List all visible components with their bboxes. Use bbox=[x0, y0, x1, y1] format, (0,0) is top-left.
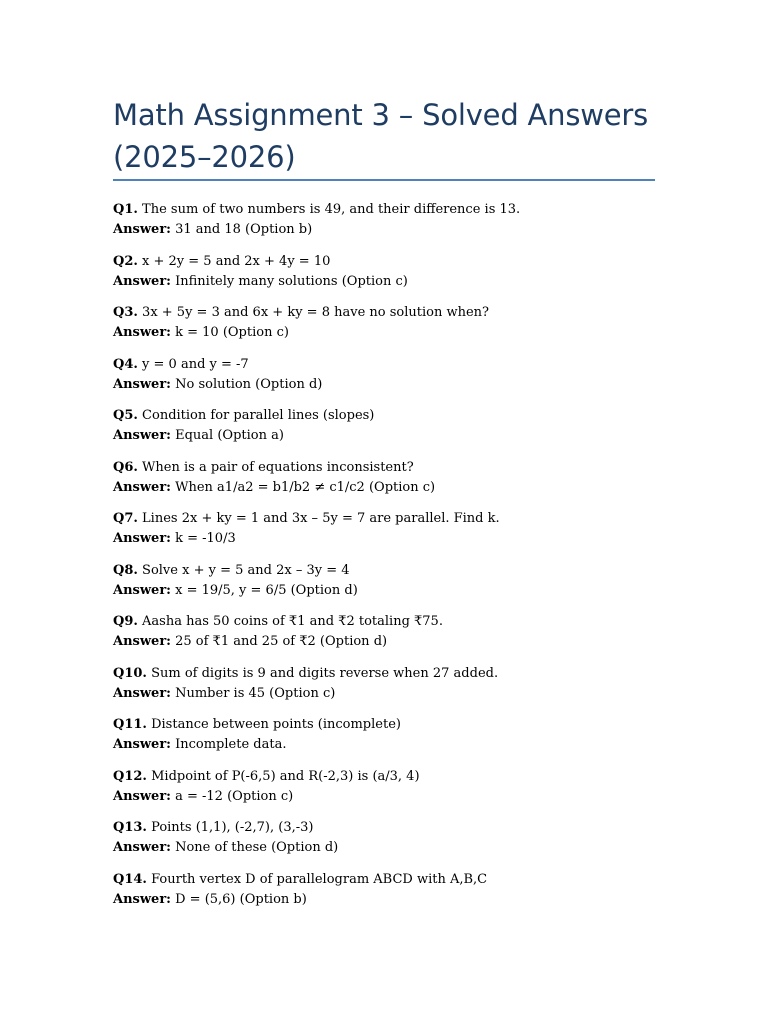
qa-item bbox=[113, 303, 673, 343]
answer-text: 31 and 18 (Option b) bbox=[175, 222, 313, 237]
question-line bbox=[113, 561, 673, 581]
question-text: Distance between points (incomplete) bbox=[151, 717, 401, 732]
answer-label: Answer: bbox=[113, 583, 171, 598]
answer-label: Answer: bbox=[113, 686, 171, 701]
answer-line bbox=[113, 375, 673, 395]
qa-item bbox=[113, 715, 673, 755]
question-label: Q12. bbox=[113, 769, 147, 784]
answer-text: k = -10/3 bbox=[175, 531, 236, 546]
question-label: Q3. bbox=[113, 305, 138, 320]
question-label: Q1. bbox=[113, 202, 138, 217]
answer-text: 25 of ₹1 and 25 of ₹2 (Option d) bbox=[175, 634, 388, 649]
question-line bbox=[113, 870, 673, 890]
qa-item bbox=[113, 200, 673, 240]
answer-line bbox=[113, 529, 673, 549]
question-text: Midpoint of P(-6,5) and R(-2,3) is (a/3, 4) bbox=[151, 769, 420, 784]
answer-line bbox=[113, 684, 673, 704]
question-line bbox=[113, 458, 673, 478]
title-line-1: Math Assignment 3 – Solved Answers bbox=[113, 98, 649, 132]
question-text: y = 0 and y = -7 bbox=[142, 357, 249, 372]
answer-text: k = 10 (Option c) bbox=[175, 325, 289, 340]
qa-item bbox=[113, 612, 673, 652]
qa-item bbox=[113, 355, 673, 395]
answer-line bbox=[113, 632, 673, 652]
answer-line bbox=[113, 838, 673, 858]
answer-text: Infinitely many solutions (Option c) bbox=[175, 274, 408, 289]
qa-item bbox=[113, 664, 673, 704]
title-line-2: (2025–2026) bbox=[113, 140, 296, 174]
answer-label: Answer: bbox=[113, 789, 171, 804]
qa-item bbox=[113, 767, 673, 807]
question-text: x + 2y = 5 and 2x + 4y = 10 bbox=[142, 254, 331, 269]
answer-label: Answer: bbox=[113, 274, 171, 289]
question-line bbox=[113, 664, 673, 684]
question-text: Aasha has 50 coins of ₹1 and ₹2 totaling ₹75. bbox=[142, 614, 443, 629]
answer-line bbox=[113, 478, 673, 498]
answer-text: Number is 45 (Option c) bbox=[175, 686, 336, 701]
question-line bbox=[113, 767, 673, 787]
qa-item bbox=[113, 870, 673, 910]
answer-text: a = -12 (Option c) bbox=[175, 789, 294, 804]
qa-item bbox=[113, 252, 673, 292]
question-label: Q6. bbox=[113, 460, 138, 475]
answer-text: No solution (Option d) bbox=[175, 377, 323, 392]
question-label: Q11. bbox=[113, 717, 147, 732]
question-text: Solve x + y = 5 and 2x – 3y = 4 bbox=[142, 563, 350, 578]
answer-label: Answer: bbox=[113, 325, 171, 340]
answer-label: Answer: bbox=[113, 531, 171, 546]
qa-item bbox=[113, 818, 673, 858]
question-line bbox=[113, 509, 673, 529]
question-line bbox=[113, 818, 673, 838]
question-label: Q14. bbox=[113, 872, 147, 887]
question-text: Condition for parallel lines (slopes) bbox=[142, 408, 375, 423]
answer-label: Answer: bbox=[113, 222, 171, 237]
qa-item bbox=[113, 406, 673, 446]
answer-text: None of these (Option d) bbox=[175, 840, 339, 855]
answer-line bbox=[113, 787, 673, 807]
document-title bbox=[113, 94, 673, 178]
question-text: When is a pair of equations inconsistent? bbox=[142, 460, 414, 475]
answer-line bbox=[113, 735, 673, 755]
question-line bbox=[113, 252, 673, 272]
question-label: Q4. bbox=[113, 357, 138, 372]
answer-line bbox=[113, 323, 673, 343]
question-label: Q7. bbox=[113, 511, 138, 526]
qa-item bbox=[113, 561, 673, 601]
question-label: Q8. bbox=[113, 563, 138, 578]
answer-label: Answer: bbox=[113, 737, 171, 752]
answer-text: Equal (Option a) bbox=[175, 428, 284, 443]
question-line bbox=[113, 715, 673, 735]
question-line bbox=[113, 406, 673, 426]
answer-label: Answer: bbox=[113, 634, 171, 649]
answer-line bbox=[113, 220, 673, 240]
answer-line bbox=[113, 890, 673, 910]
question-line bbox=[113, 612, 673, 632]
answer-text: Incomplete data. bbox=[175, 737, 287, 752]
answer-line bbox=[113, 581, 673, 601]
question-label: Q13. bbox=[113, 820, 147, 835]
answer-text: x = 19/5, y = 6/5 (Option d) bbox=[175, 583, 358, 598]
answer-label: Answer: bbox=[113, 428, 171, 443]
answer-label: Answer: bbox=[113, 892, 171, 907]
qa-item bbox=[113, 509, 673, 549]
answer-label: Answer: bbox=[113, 480, 171, 495]
question-text: Fourth vertex D of parallelogram ABCD with A,B,C bbox=[151, 872, 488, 887]
question-text: Lines 2x + ky = 1 and 3x – 5y = 7 are parallel. Find k. bbox=[142, 511, 500, 526]
question-text: The sum of two numbers is 49, and their difference is 13. bbox=[142, 202, 521, 217]
answer-text: When a1/a2 = b1/b2 ≠ c1/c2 (Option c) bbox=[175, 480, 436, 495]
answer-text: D = (5,6) (Option b) bbox=[175, 892, 307, 907]
title-divider bbox=[113, 179, 655, 181]
qa-item bbox=[113, 458, 673, 498]
question-text: 3x + 5y = 3 and 6x + ky = 8 have no solution when? bbox=[142, 305, 490, 320]
question-label: Q9. bbox=[113, 614, 138, 629]
question-line bbox=[113, 200, 673, 220]
question-label: Q2. bbox=[113, 254, 138, 269]
question-label: Q10. bbox=[113, 666, 147, 681]
answer-label: Answer: bbox=[113, 840, 171, 855]
question-line bbox=[113, 303, 673, 323]
answer-label: Answer: bbox=[113, 377, 171, 392]
answer-line bbox=[113, 426, 673, 446]
question-text: Sum of digits is 9 and digits reverse when 27 added. bbox=[151, 666, 499, 681]
question-line bbox=[113, 355, 673, 375]
answer-line bbox=[113, 272, 673, 292]
question-label: Q5. bbox=[113, 408, 138, 423]
question-text: Points (1,1), (-2,7), (3,-3) bbox=[151, 820, 314, 835]
